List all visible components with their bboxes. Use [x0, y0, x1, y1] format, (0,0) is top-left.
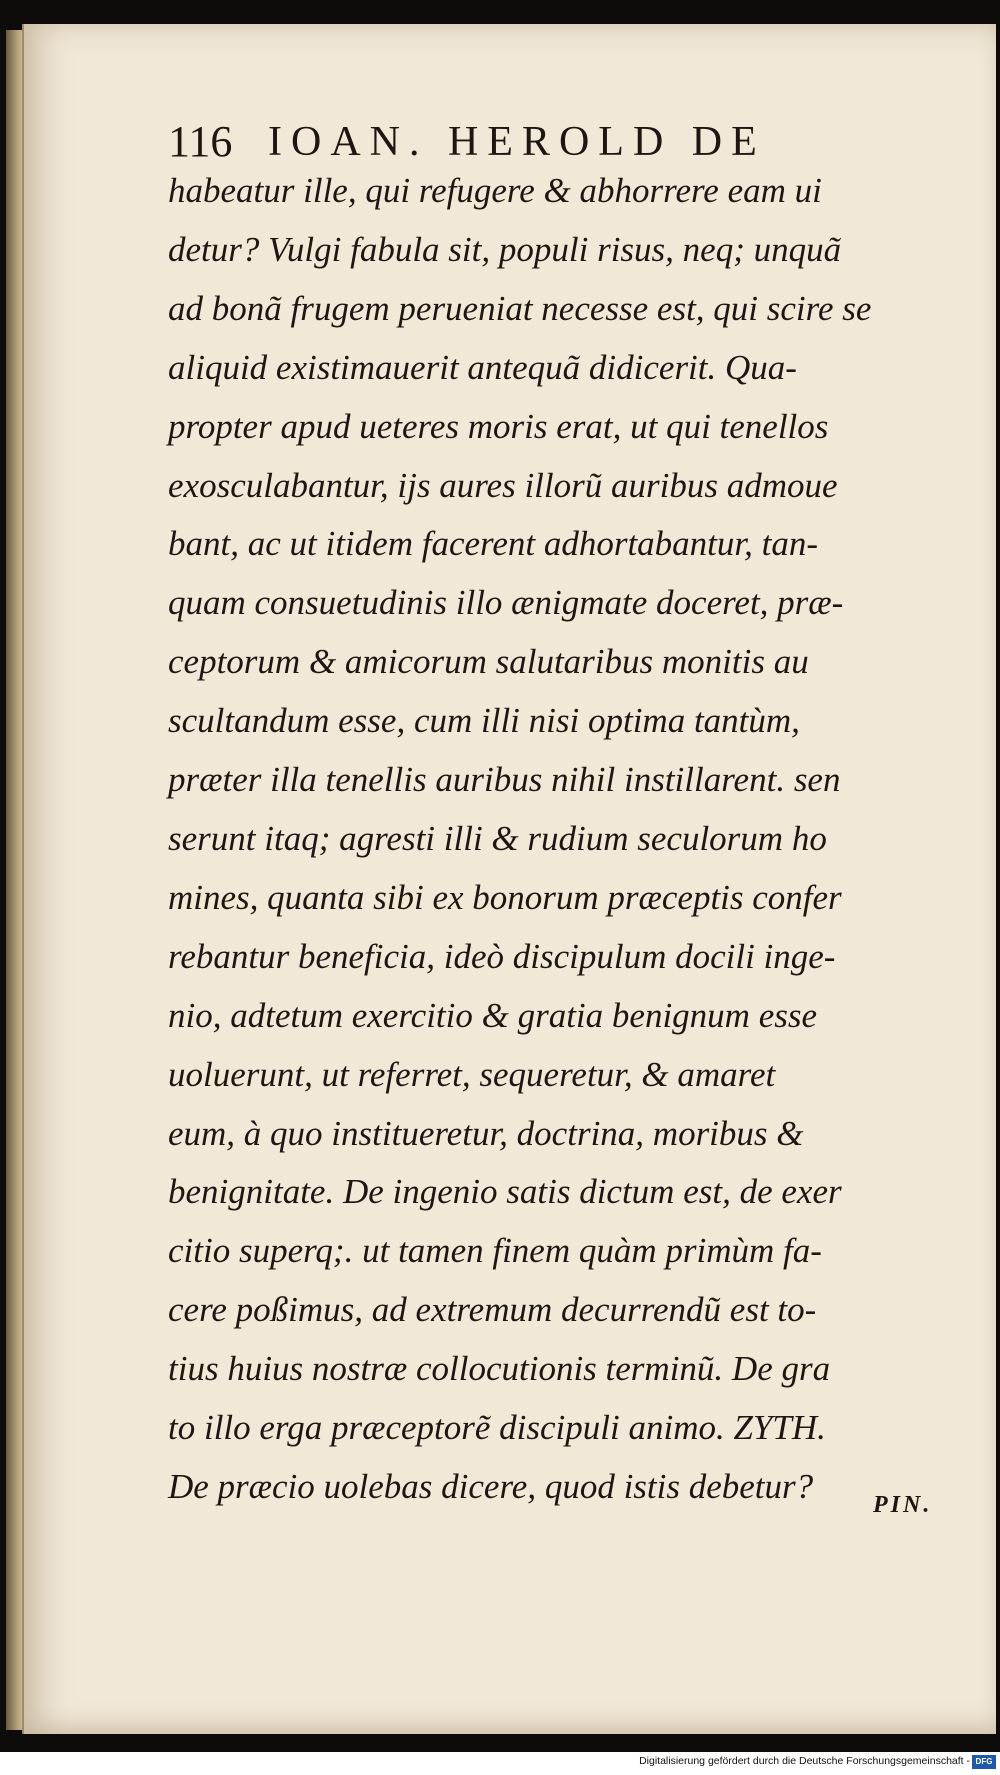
footer-bar [0, 1752, 1000, 1775]
text-line: scultandum esse, cum illi nisi optima tantùm, [168, 701, 800, 741]
text-line: rebantur beneficia, ideò discipulum docili inge- [168, 936, 836, 976]
dfg-logo: DFG [972, 1755, 996, 1769]
text-line: uoluerunt, ut referret, sequeretur, & amaret [168, 1054, 776, 1094]
running-head: IOAN. HEROLD DE [268, 119, 766, 165]
text-line: eum, à quo institueretur, doctrina, moribus & [168, 1113, 804, 1153]
text-line: citio superq;. ut tamen finem quàm primùm fa- [168, 1231, 822, 1271]
text-line: detur? Vulgi fabula sit, populi risus, neq; unquã [168, 229, 842, 269]
text-line: to illo erga præceptorẽ discipuli animo. ZYTH. [168, 1408, 826, 1448]
text-line: aliquid existimauerit antequã didicerit. Qua- [168, 347, 797, 387]
page-number: 116 [168, 117, 233, 166]
text-line: benignitate. De ingenio satis dictum est, de exer [168, 1172, 842, 1212]
text-line: ad bonã frugem perueniat necesse est, qui scire se [168, 288, 872, 328]
text-line: De præcio uolebas dicere, quod istis debetur? [168, 1466, 814, 1506]
text-line: ceptorum & amicorum salutaribus monitis au [168, 642, 809, 682]
text-line: mines, quanta sibi ex bonorum præceptis confer [168, 877, 842, 917]
text-line: habeatur ille, qui refugere & abhorrere eam ui [168, 171, 822, 210]
text-line: quam consuetudinis illo ænigmate doceret, præ- [168, 583, 844, 623]
text-line: tius huius nostræ collocutionis terminũ. De gra [168, 1349, 831, 1389]
text-line: bant, ac ut itidem facerent adhortabantur, tan- [168, 524, 819, 564]
text-line: nio, adtetum exercitio & gratia benignum esse [168, 995, 818, 1035]
text-line: præter illa tenellis auribus nihil instillarent. sen [168, 760, 841, 800]
body-text [168, 162, 872, 1517]
funding-credit: Digitalisierung gefördert durch die Deutsche Forschungsgemeinschaft - [639, 1755, 970, 1767]
catchword: PIN. [873, 1492, 933, 1518]
text-line: cere poßimus, ad extremum decurrendũ est to- [168, 1290, 817, 1330]
text-line: exosculabantur, ijs aures illorũ auribus admoue [168, 465, 838, 505]
text-line: propter apud ueteres moris erat, ut qui tenellos [168, 406, 829, 446]
text-line: serunt itaq; agresti illi & rudium seculorum ho [168, 818, 827, 858]
